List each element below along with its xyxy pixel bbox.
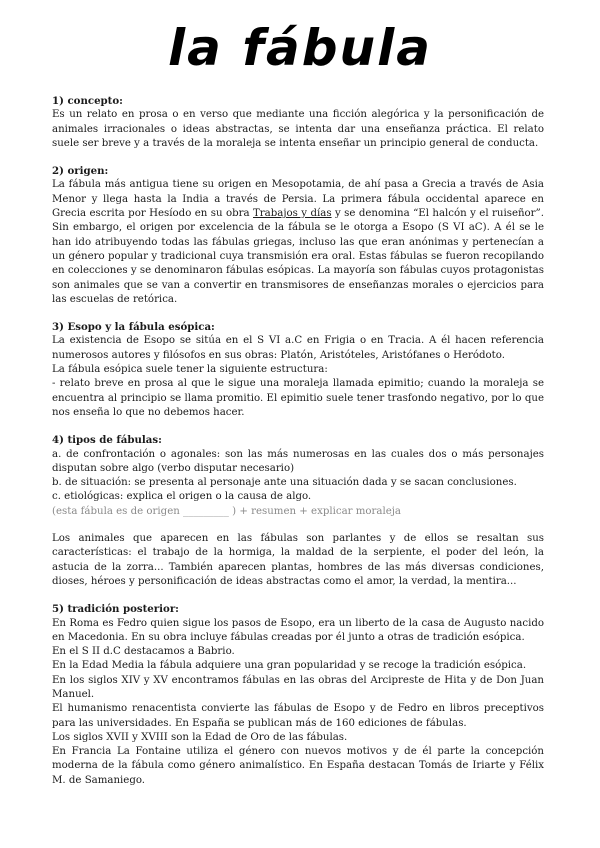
hint-text: (esta fábula es de origen _________ ) + resumen + explicar moraleja	[52, 505, 402, 517]
section-concepto	[52, 94, 544, 151]
section-heading: 1) concepto:	[52, 95, 123, 107]
list-item: a. de confrontación o agonales: son las más numerosas en las cuales dos o más personajes disputan sobre algo (verbo disputar necesario)	[52, 448, 544, 474]
paragraph-text: y se denomina “El halcón y el ruiseñor”. Sin embargo, el origen por excelencia de la fábula se le otorga a Esopo (S VI aC). A él se le han ido atribuyendo todas las fábulas griegas, incluso las que eran anónimas y pertenecían a un género popular y tradicional cuya transmisión era oral. Estas fábulas se fueron recopilando en colecciones y se denominaron fábulas esópicas. La mayoría son fábulas cuyos protagonistas son animales que se van a convertir en transmisores de enseñanzas morales o ejercicios para las escuelas de retórica.	[52, 208, 544, 305]
list-item: En los siglos XIV y XV encontramos fábulas en las obras del Arcipreste de Hita y de Don Juan Manuel.	[52, 674, 544, 700]
section-paragraph: Es un relato en prosa o en verso que mediante una ficción alegórica y la personificación de animales irracionales o ideas abstractas, se intenta dar una enseñanza práctica. El relato suele ser breve y a través de la moraleja se intenta enseñar un principio general de conducta.	[52, 109, 544, 149]
document-body	[52, 94, 544, 801]
list-item: En el S II d.C destacamos a Babrio.	[52, 646, 235, 658]
page-title: la fábula	[167, 19, 433, 77]
list-item: b. de situación: se presenta al personaje ante una situación dada y se sacan conclusiones.	[52, 477, 517, 489]
list-item: Los siglos XVII y XVIII son la Edad de Oro de las fábulas.	[52, 731, 348, 743]
section-tipos	[52, 433, 544, 519]
list-item: En Francia La Fontaine utiliza el género con nuevos motivos y de él parte la concepción moderna de la fábula como género animalístico. En España destacan Tomás de Iriarte y Félix M. de Samaniego.	[52, 746, 544, 786]
section-esopo	[52, 320, 544, 420]
section-animales	[52, 532, 544, 589]
section-heading: 5) tradición posterior:	[52, 603, 179, 616]
section-heading: 3) Esopo y la fábula esópica:	[52, 321, 215, 334]
section-paragraph	[52, 178, 544, 307]
work-title: Trabajos y días	[253, 208, 332, 220]
list-item: El humanismo renacentista convierte las fábulas de Esopo y de Fedro en libros preceptivos para las universidades. En España se publican más de 160 ediciones de fábulas.	[52, 703, 544, 729]
section-origen	[52, 164, 544, 307]
section-paragraph: - relato breve en prosa al que le sigue una moraleja llamada epimitio; cuando la moraleja se encuentra al principio se llama promitio. El epimitio suele tener trasfondo negativo, por lo que nos enseña lo que no debemos hacer.	[52, 378, 544, 418]
list-item: En la Edad Media la fábula adquiere una gran popularidad y se recoge la tradición esópica.	[52, 660, 527, 672]
section-paragraph: La fábula esópica suele tener la siguiente estructura:	[52, 364, 328, 376]
list-item: c. etiológicas: explica el origen o la causa de algo.	[52, 491, 312, 503]
section-heading: 4) tipos de fábulas:	[52, 434, 162, 447]
paragraph-text: La fábula más antigua tiene su origen en Mesopotamia, de ahí pasa a Grecia a través de Asia Menor y llega hasta la India a través de Persia. La primera fábula occidental aparece en Grecia escrita por Hesíodo en su obra	[52, 179, 544, 220]
section-heading: 2) origen:	[52, 165, 109, 178]
section-paragraph: La existencia de Esopo se sitúa en el S VI a.C en Frigia o en Tracia. A él hacen referencia numerosos autores y filósofos en sus obras: Platón, Aristóteles, Aristófanes o Heródoto.	[52, 335, 544, 361]
list-item: En Roma es Fedro quien sigue los pasos de Esopo, era un liberto de la casa de Augusto nacido en Macedonia. En su obra incluye fábulas creadas por él junto a otras de tradición esópica.	[52, 617, 544, 643]
section-tradicion	[52, 602, 544, 788]
section-paragraph: Los animales que aparecen en las fábulas son parlantes y de ellos se resaltan sus características: el trabajo de la hormiga, la maldad de la serpiente, el poder del león, la astucia de la zorra... También aparecen plantas, hombres de las más diversas condiciones, dioses, héroes y personificación de ideas abstractas como el amor, la verdad, la mentira...	[52, 533, 544, 587]
